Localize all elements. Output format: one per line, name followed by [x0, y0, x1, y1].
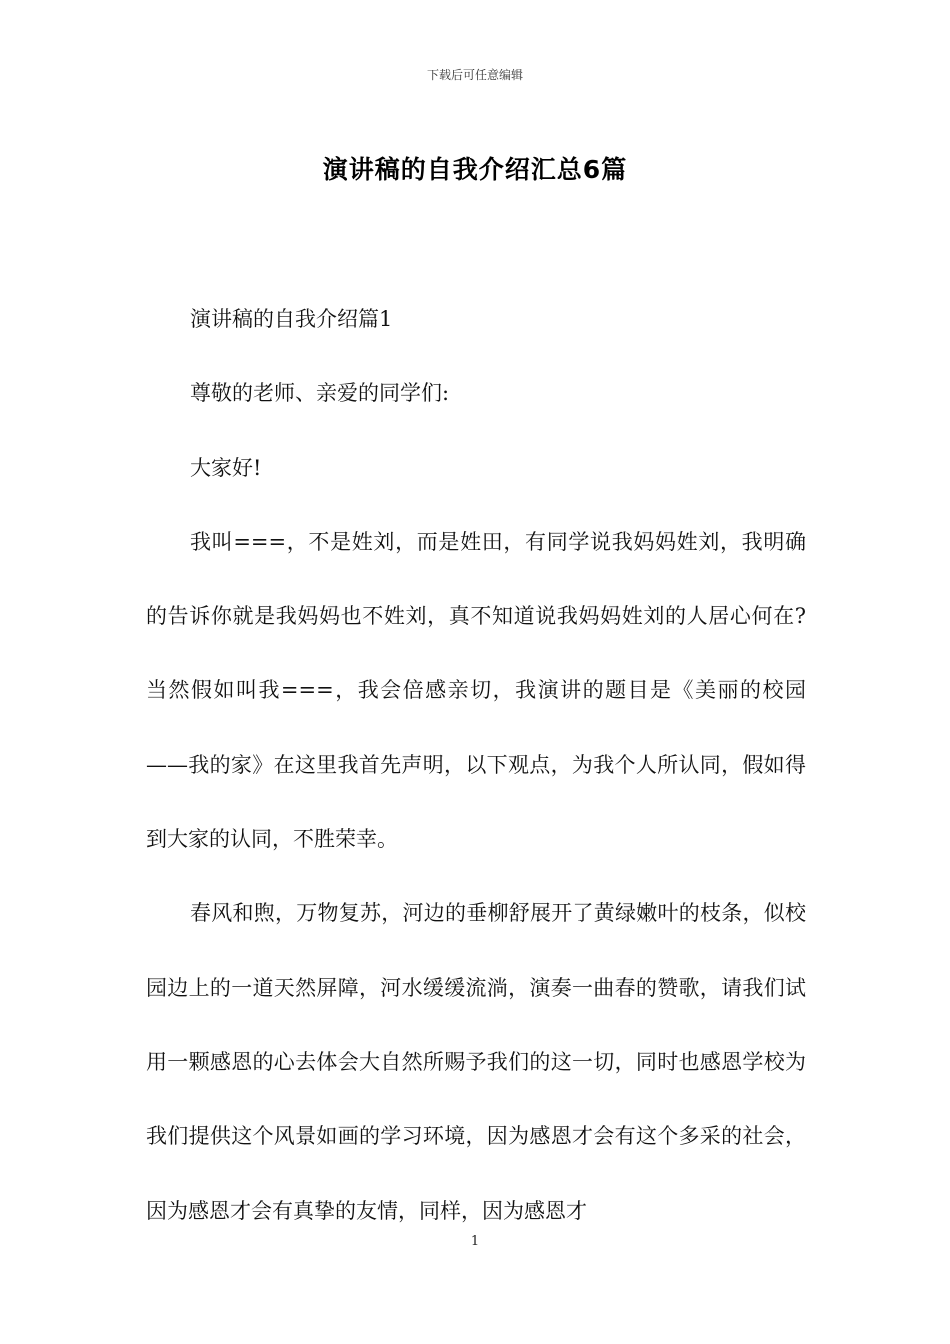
section-heading: 演讲稿的自我介绍篇1	[190, 307, 393, 331]
document-title: 演讲稿的自我介绍汇总6篇	[322, 155, 628, 184]
page-number: 1	[470, 1234, 480, 1249]
document-body	[146, 282, 806, 1248]
greeting: 大家好!	[190, 455, 262, 480]
body-paragraph: 我叫===，不是姓刘，而是姓田，有同学说我妈妈姓刘，我明确的告诉你就是我妈妈也不姓刘，真不知道说我妈妈姓刘的人居心何在?当然假如叫我===，我会倍感亲切，我演讲的题目是《美丽的校园——我的家》在这里我首先声明，以下观点，为我个人所认同，假如得到大家的认同，不胜荣幸。	[146, 529, 806, 852]
salutation: 尊敬的老师、亲爱的同学们:	[190, 381, 450, 406]
body-paragraph: 春风和煦，万物复苏，河边的垂柳舒展开了黄绿嫩叶的枝条，似校园边上的一道天然屏障，河水缓缓流淌，演奏一曲春的赞歌，请我们试用一颗感恩的心去体会大自然所赐予我们的这一切，同时也感恩学校为我们提供这个风景如画的学习环境，因为感恩才会有这个多采的社会，因为感恩才会有真挚的友情，同样，因为感恩才	[146, 901, 806, 1223]
header-note: 下载后可任意编辑	[426, 68, 523, 82]
